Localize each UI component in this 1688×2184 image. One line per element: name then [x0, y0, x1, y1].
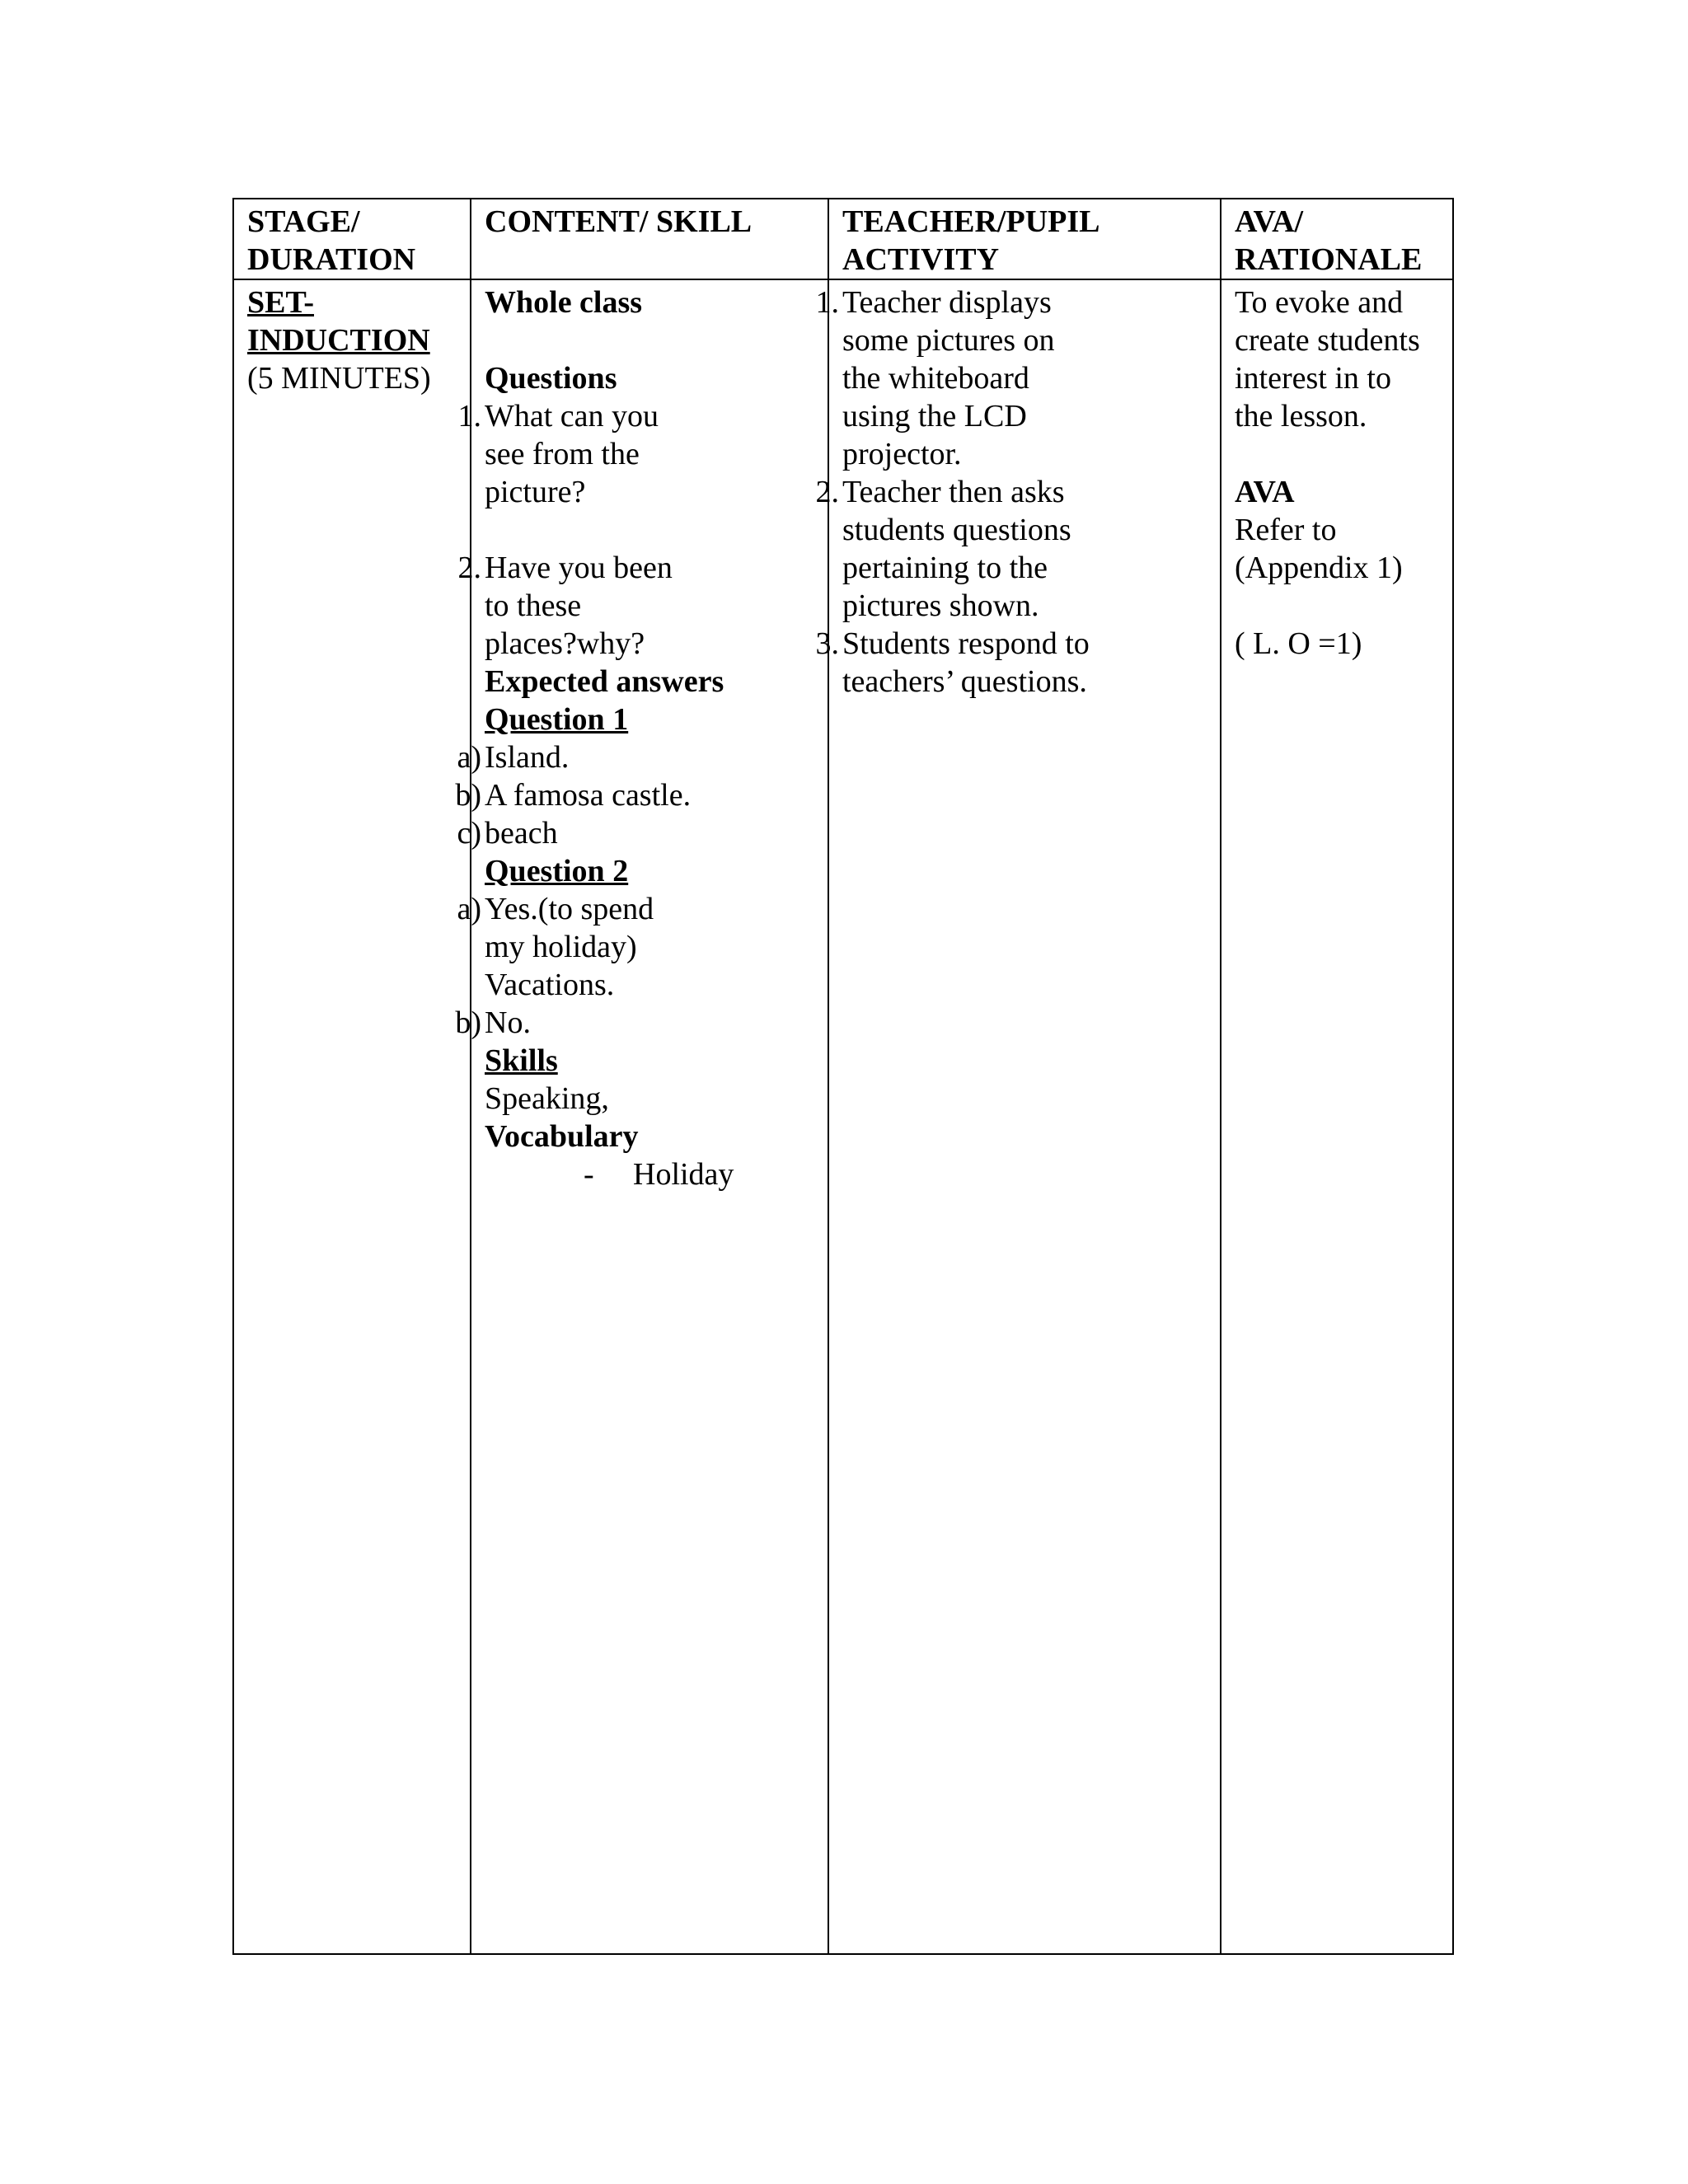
rationale-line: create students: [1235, 323, 1420, 358]
header-stage-duration: STAGE/ DURATION: [233, 199, 471, 279]
answer-item: a) Yes.(to spend my holiday) Vacations.: [457, 892, 654, 1002]
question-item: 1. What can you see from the picture?: [457, 399, 659, 509]
header-teacher-pupil-activity: TEACHER/PUPIL ACTIVITY: [828, 199, 1221, 279]
stage-cell: [233, 279, 471, 1954]
skills-label: Skills: [485, 1043, 558, 1078]
activity-item: 1. Teacher displays some pictures on the whiteboard using the LCD projector.: [815, 285, 1055, 471]
questions-list: [457, 397, 814, 663]
refer-line: (Appendix 1): [1235, 551, 1403, 585]
rationale-line: interest in to: [1235, 361, 1391, 396]
stage-name-line-2: INDUCTION: [247, 323, 430, 358]
vocabulary-item: - Holiday: [584, 1157, 734, 1192]
question-item: 2. Have you been to these places?why?: [457, 551, 673, 661]
answer-item: c) beach: [457, 816, 558, 851]
question-1-answers: [455, 738, 814, 852]
stage-duration: (5 MINUTES): [247, 361, 431, 396]
answer-item: b) No.: [455, 1005, 531, 1040]
activity-cell: [815, 279, 1221, 1954]
activity-item: 3. Students respond to teachers’ questions.: [815, 626, 1090, 699]
skills-value: Speaking,: [485, 1081, 609, 1116]
question-2-answers: [455, 890, 814, 1042]
ava-cell: [1221, 279, 1453, 1954]
vocabulary-label: Vocabulary: [485, 1119, 639, 1154]
set-induction-row: [233, 279, 1453, 1954]
header-ava-rationale: AVA/ RATIONALE: [1221, 199, 1453, 279]
refer-line: Refer to: [1235, 513, 1337, 547]
rationale-line: To evoke and: [1235, 285, 1404, 320]
learning-outcome: ( L. O =1): [1235, 626, 1362, 661]
question-1-label: Question 1: [485, 702, 629, 737]
activity-item: 2. Teacher then asks students questions pertaining to the pictures shown.: [815, 475, 1071, 623]
whole-class-label: Whole class: [485, 285, 643, 320]
stage-name-line-1: SET-: [247, 285, 314, 320]
lesson-plan-table: [232, 198, 1454, 1955]
question-2-label: Question 2: [485, 854, 629, 888]
questions-label: Questions: [485, 361, 617, 396]
answer-item: b) A famosa castle.: [455, 778, 692, 813]
expected-answers-label: Expected answers: [485, 664, 724, 699]
answer-item: a) Island.: [457, 740, 570, 775]
content-cell: [455, 279, 828, 1954]
activity-list: [815, 284, 1207, 701]
rationale-line: the lesson.: [1235, 399, 1367, 434]
ava-label: AVA: [1235, 475, 1295, 509]
header-row: [233, 199, 1453, 279]
header-content-skill: CONTENT/ SKILL: [471, 199, 828, 279]
